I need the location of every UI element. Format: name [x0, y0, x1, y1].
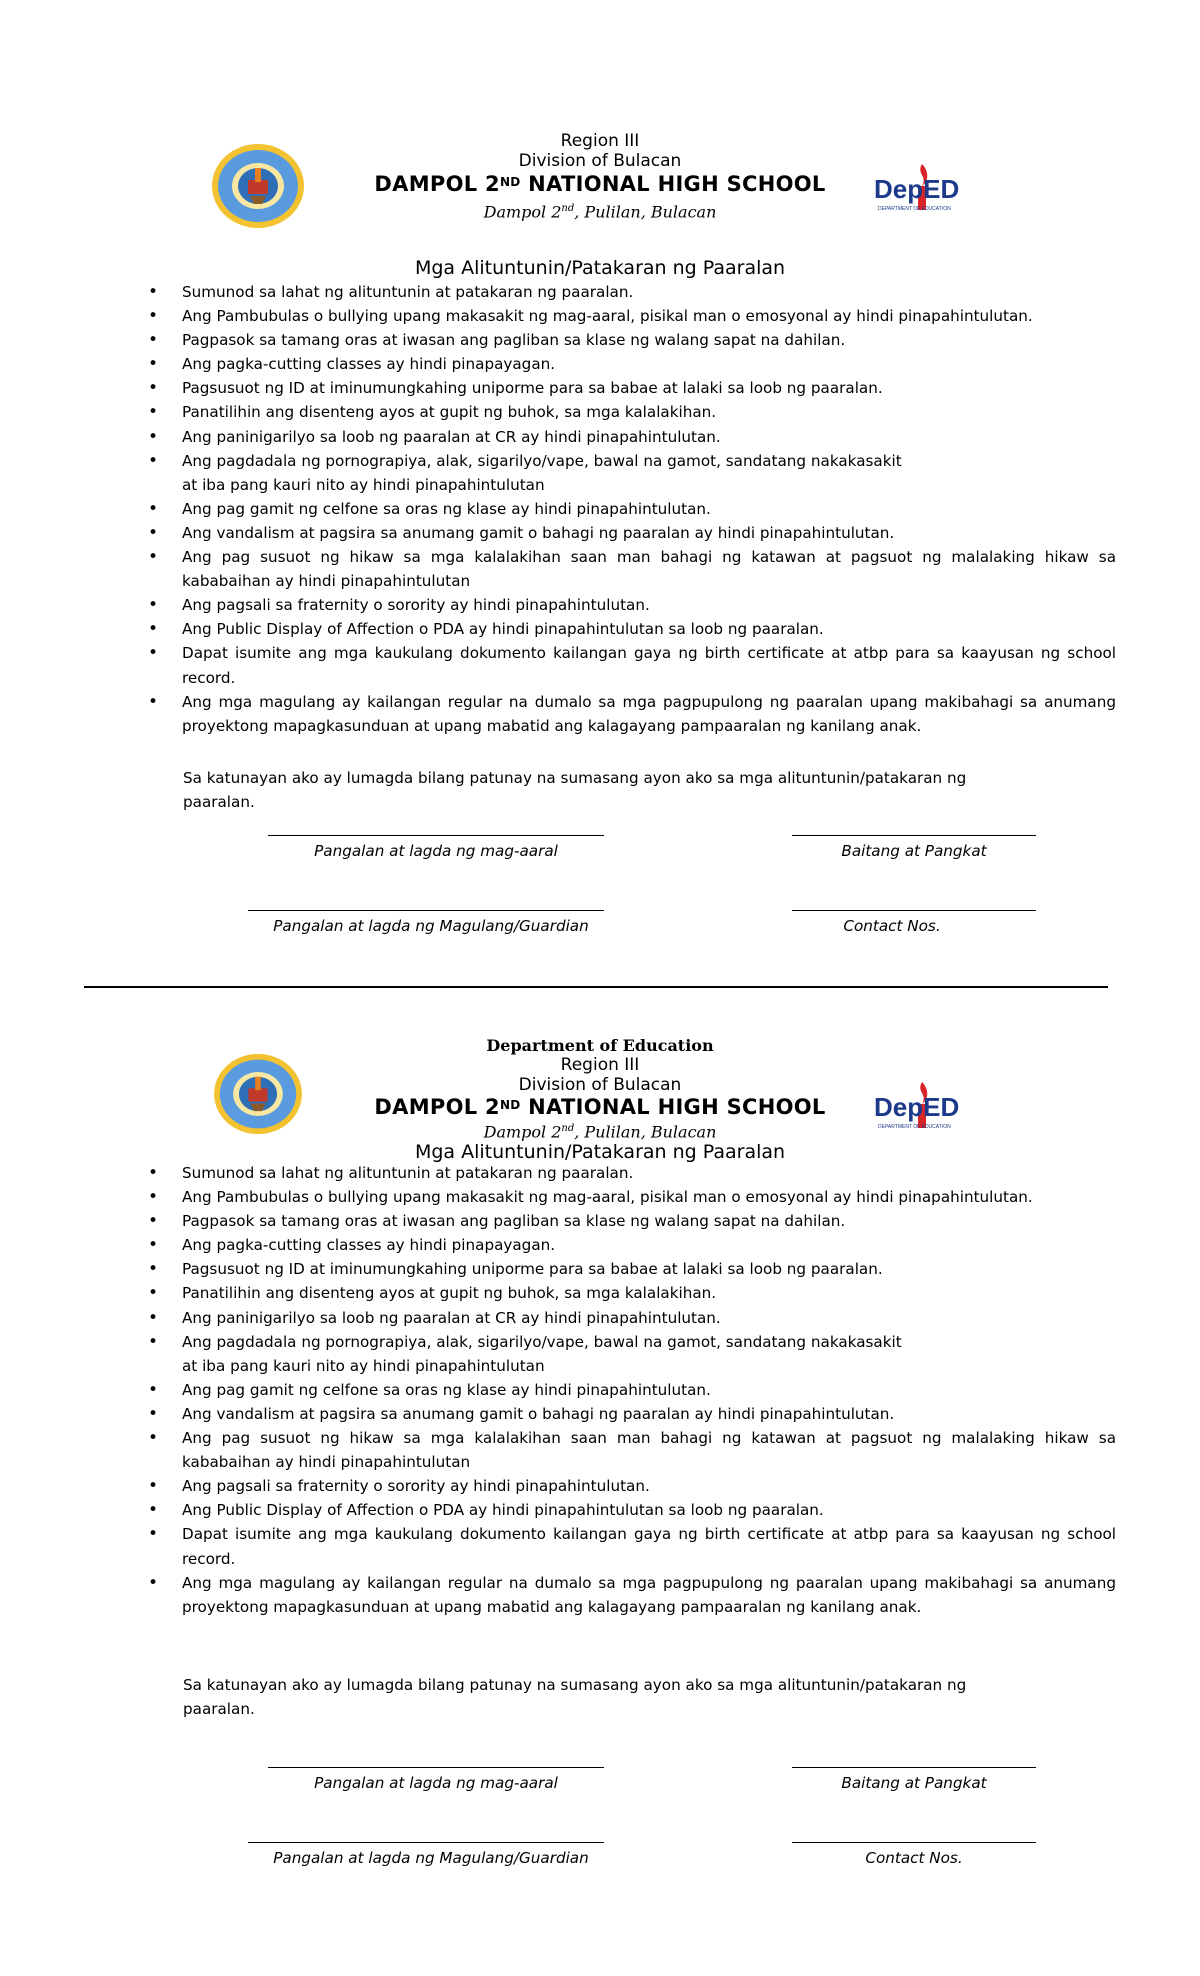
agreement-statement: Sa katunayan ako ay lumagda bilang patunay na sumasang ayon ako sa mga alituntunin/patakaran ng paaralan. — [183, 1676, 967, 1718]
signature-line-student[interactable] — [268, 1767, 604, 1768]
rule-item: • Ang paninigarilyo sa loob ng paaralan at CR ay hindi pinapahintulutan. — [148, 425, 1116, 449]
rule-item: • Ang pagdadala ng pornograpiya, alak, sigarilyo/vape, bawal na gamot, sandatang nakakasakit — [148, 449, 1116, 473]
rule-item: • Sumunod sa lahat ng alituntunin at patakaran ng paaralan. — [148, 1161, 1116, 1185]
signature-label-parent: Pangalan at lagda ng Magulang/Guardian — [273, 1849, 589, 1867]
rule-item: • Ang pagsali sa fraternity o sorority ay hindi pinapahintulutan. — [148, 1474, 1116, 1498]
rule-item: • Ang pag susuot ng hikaw sa mga kalalakihan saan man bahagi ng katawan at pagsuot ng malalaking hikaw sa kababaihan ay hindi pinapahintulutan — [148, 1426, 1116, 1474]
rule-item: • Pagsusuot ng ID at iminumungkahing uniporme para sa babae at lalaki sa loob ng paaralan. — [148, 376, 1116, 400]
rule-item: • Ang pagdadala ng pornograpiya, alak, sigarilyo/vape, bawal na gamot, sandatang nakakasakit — [148, 1330, 1116, 1354]
deped-wordmark: DepED — [874, 1092, 960, 1122]
rule-item: • Dapat isumite ang mga kaukulang dokumento kailangan gaya ng birth certificate at atbp para sa kaayusan ng school record. — [148, 1522, 1116, 1570]
signature-label-grade: Baitang at Pangkat — [841, 842, 987, 860]
rule-item: • Ang vandalism at pagsira sa anumang gamit o bahagi ng paaralan ay hindi pinapahintulutan. — [148, 521, 1116, 545]
school-name: DAMPOL 2ND NATIONAL HIGH SCHOOL — [374, 1095, 826, 1119]
rule-item: • Pagpasok sa tamang oras at iwasan ang pagliban sa klase ng walang sapat na dahilan. — [148, 1209, 1116, 1233]
rules-title: Mga Alituntunin/Patakaran ng Paaralan — [414, 1141, 786, 1163]
school-name: DAMPOL 2ND NATIONAL HIGH SCHOOL — [374, 172, 826, 196]
region-label: Region III — [560, 131, 640, 151]
signature-line-parent[interactable] — [248, 910, 604, 911]
region-label: Region III — [560, 1055, 640, 1075]
rule-item: • Pagsusuot ng ID at iminumungkahing uniporme para sa babae at lalaki sa loob ng paaralan. — [148, 1257, 1116, 1281]
signature-line-grade[interactable] — [792, 835, 1036, 836]
rule-item: • Panatilihin ang disenteng ayos at gupit ng buhok, sa mga kalalakihan. — [148, 1281, 1116, 1305]
signature-label-student: Pangalan at lagda ng mag-aaral — [314, 1774, 558, 1792]
rule-item: • Ang pagsali sa fraternity o sorority ay hindi pinapahintulutan. — [148, 593, 1116, 617]
signature-line-grade[interactable] — [792, 1767, 1036, 1768]
signature-line-contact[interactable] — [792, 1842, 1036, 1843]
agreement-statement: Sa katunayan ako ay lumagda bilang patunay na sumasang ayon ako sa mga alituntunin/patakaran ng paaralan. — [183, 769, 967, 811]
rule-item: • Ang Public Display of Affection o PDA ay hindi pinapahintulutan sa loob ng paaralan. — [148, 1498, 1116, 1522]
rule-item: • Ang pag gamit ng celfone sa oras ng klase ay hindi pinapahintulutan. — [148, 497, 1116, 521]
rules-list — [148, 280, 1116, 738]
signature-label-grade: Baitang at Pangkat — [841, 1774, 987, 1792]
deped-wordmark: DepED — [874, 174, 960, 204]
rule-item: • Ang pag susuot ng hikaw sa mga kalalakihan saan man bahagi ng katawan at pagsuot ng malalaking hikaw sa kababaihan ay hindi pinapahintulutan — [148, 545, 1116, 593]
department-title: Department of Education — [486, 1036, 714, 1055]
school-address: Dampol 2nd, Pulilan, Bulacan — [483, 202, 717, 222]
rule-continuation: at iba pang kauri nito ay hindi pinapahintulutan — [182, 475, 545, 494]
rule-continuation: at iba pang kauri nito ay hindi pinapahintulutan — [182, 1356, 545, 1375]
rule-item: • Ang mga magulang ay kailangan regular na dumalo sa mga pagpupulong ng paaralan upang makibahagi sa anumang proyektong mapagkasunduan at upang mabatid ang kalagayang pampaaralan ng kanilang anak. — [148, 690, 1116, 738]
rule-item: • Pagpasok sa tamang oras at iwasan ang pagliban sa klase ng walang sapat na dahilan. — [148, 328, 1116, 352]
signature-label-parent: Pangalan at lagda ng Magulang/Guardian — [273, 917, 589, 935]
rule-item: • Ang Pambubulas o bullying upang makasakit ng mag-aaral, pisikal man o emosyonal ay hindi pinapahintulutan. — [148, 304, 1116, 328]
signature-line-parent[interactable] — [248, 1842, 604, 1843]
rule-item: • Ang pag gamit ng celfone sa oras ng klase ay hindi pinapahintulutan. — [148, 1378, 1116, 1402]
signature-label-contact: Contact Nos. — [865, 1849, 963, 1867]
cut-divider — [84, 986, 1108, 988]
signature-label-contact: Contact Nos. — [843, 917, 941, 935]
signature-label-student: Pangalan at lagda ng mag-aaral — [314, 842, 558, 860]
rules-title: Mga Alituntunin/Patakaran ng Paaralan — [414, 257, 786, 279]
rule-item: • Ang pagka-cutting classes ay hindi pinapayagan. — [148, 1233, 1116, 1257]
rule-item: • Ang pagka-cutting classes ay hindi pinapayagan. — [148, 352, 1116, 376]
rule-item: • Ang Pambubulas o bullying upang makasakit ng mag-aaral, pisikal man o emosyonal ay hindi pinapahintulutan. — [148, 1185, 1116, 1209]
rule-item: • Sumunod sa lahat ng alituntunin at patakaran ng paaralan. — [148, 280, 1116, 304]
rule-item: • Dapat isumite ang mga kaukulang dokumento kailangan gaya ng birth certificate at atbp para sa kaayusan ng school record. — [148, 641, 1116, 689]
division-label: Division of Bulacan — [518, 1075, 682, 1095]
school-address: Dampol 2nd, Pulilan, Bulacan — [483, 1122, 717, 1142]
rule-item: • Ang Public Display of Affection o PDA ay hindi pinapahintulutan sa loob ng paaralan. — [148, 617, 1116, 641]
division-label: Division of Bulacan — [518, 151, 682, 171]
rule-item: • Ang vandalism at pagsira sa anumang gamit o bahagi ng paaralan ay hindi pinapahintulutan. — [148, 1402, 1116, 1426]
rules-list — [148, 1161, 1116, 1619]
rule-item: • Ang paninigarilyo sa loob ng paaralan at CR ay hindi pinapahintulutan. — [148, 1306, 1116, 1330]
signature-line-student[interactable] — [268, 835, 604, 836]
rule-item: • Panatilihin ang disenteng ayos at gupit ng buhok, sa mga kalalakihan. — [148, 400, 1116, 424]
deped-subtext: DEPARTMENT OF EDUCATION — [878, 1124, 951, 1130]
rule-item: • Ang mga magulang ay kailangan regular na dumalo sa mga pagpupulong ng paaralan upang makibahagi sa anumang proyektong mapagkasunduan at upang mabatid ang kalagayang pampaaralan ng kanilang anak. — [148, 1571, 1116, 1619]
signature-line-contact[interactable] — [792, 910, 1036, 911]
deped-subtext: DEPARTMENT OF EDUCATION — [878, 206, 951, 212]
